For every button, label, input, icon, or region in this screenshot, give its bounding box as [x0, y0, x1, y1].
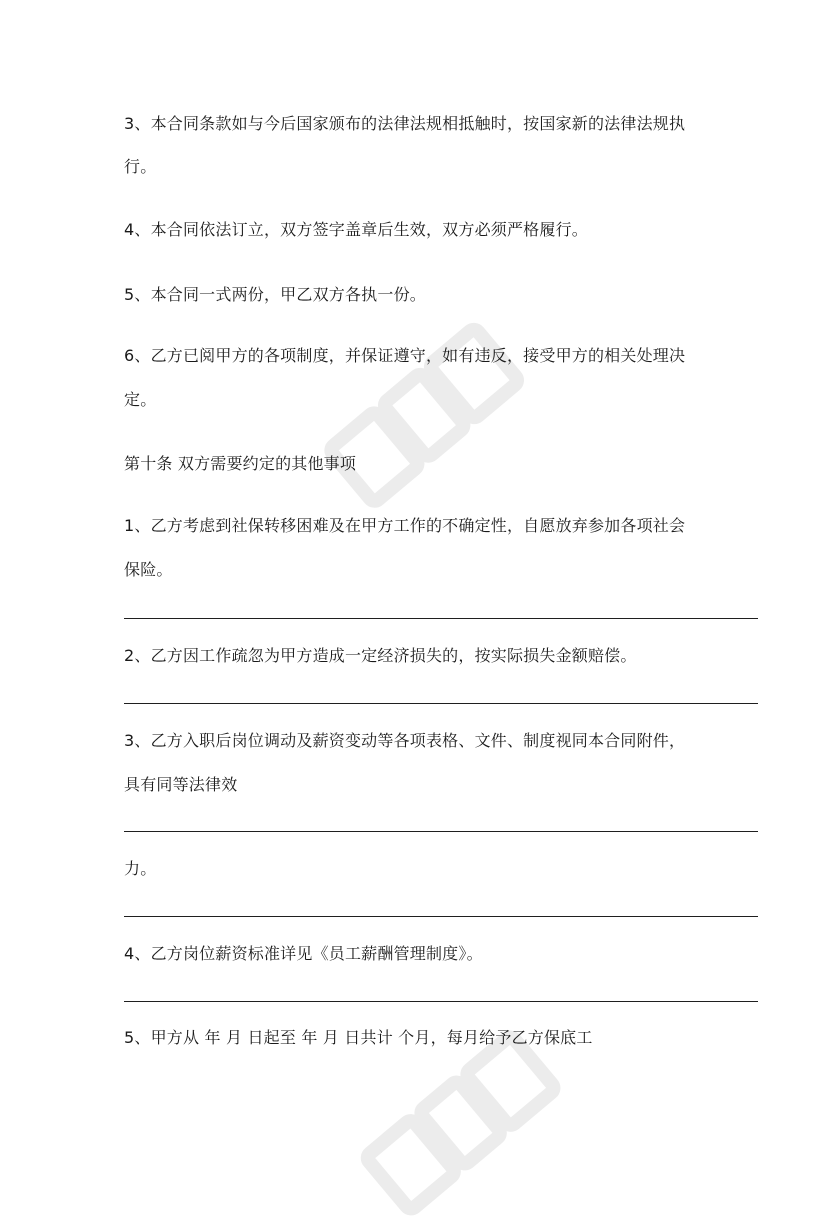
article-10-item-3-end: 力。 [124, 859, 157, 878]
article-10-item-4-text: 4、乙方岗位薪资标准详见《员工薪酬管理制度》。 [124, 944, 483, 963]
fill-in-line [124, 831, 758, 832]
clause-3-continuation: 行。 [124, 157, 157, 176]
clause-3-text: 3、本合同条款如与今后国家颁布的法律法规相抵触时，按国家新的法律法规执 [124, 114, 686, 133]
article-10-item-3-continuation: 具有同等法律效 [124, 775, 238, 794]
article-10-item-2-text: 2、乙方因工作疏忽为甲方造成一定经济损失的，按实际损失金额赔偿。 [124, 646, 637, 665]
fill-in-line [124, 618, 758, 619]
clause-4-text: 4、本合同依法订立，双方签字盖章后生效，双方必须严格履行。 [124, 220, 588, 239]
article-10-item-5-text: 5、甲方从 年 月 日起至 年 月 日共计 个月，每月给予乙方保底工 [124, 1028, 593, 1047]
article-10-item-1-text: 1、乙方考虑到社保转移困难及在甲方工作的不确定性，自愿放弃参加各项社会 [124, 516, 686, 535]
clause-5-text: 5、本合同一式两份，甲乙双方各执一份。 [124, 285, 426, 304]
clause-6-continuation: 定。 [124, 390, 157, 409]
article-10-heading: 第十条 双方需要约定的其他事项 [124, 454, 357, 473]
fill-in-line [124, 703, 758, 704]
clause-6-text: 6、乙方已阅甲方的各项制度，并保证遵守，如有违反，接受甲方的相关处理决 [124, 346, 686, 365]
watermark-logo-bottom [330, 1030, 590, 1230]
article-10-item-3-text: 3、乙方入职后岗位调动及薪资变动等各项表格、文件、制度视同本合同附件， [124, 731, 686, 750]
fill-in-line [124, 1001, 758, 1002]
fill-in-line [124, 916, 758, 917]
article-10-item-1-continuation: 保险。 [124, 560, 173, 579]
